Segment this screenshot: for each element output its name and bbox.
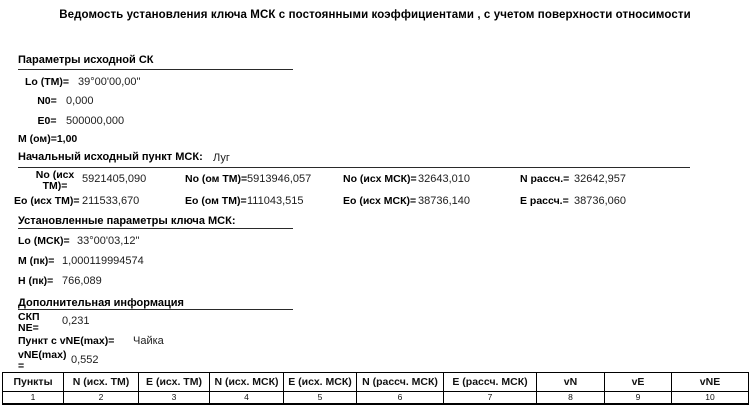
vne-max-point-label: Пункт с vNE(max)=	[18, 335, 115, 347]
vne-max-value: 0,552	[71, 354, 99, 366]
col-header-ve: vE	[605, 373, 672, 392]
row-e-value-4: 38736,060	[574, 195, 626, 207]
col-header-e-isx-msk: E (исх. МСК)	[284, 373, 357, 392]
param-label-lo-tm: Lo (ТМ)=	[24, 76, 70, 88]
param-label-n0: N0=	[37, 95, 57, 107]
row-e-value-2: 111043,515	[247, 195, 304, 207]
param-value-e0: 500000,000	[66, 115, 125, 127]
col-number: 4	[210, 392, 284, 404]
points-table-header-row	[3, 373, 749, 392]
section-initial-point-header: Начальный исходный пункт МСК:	[18, 151, 203, 163]
col-header-n-calc-msk: N (рассч. МСК)	[357, 373, 444, 392]
section-underline	[18, 309, 293, 310]
points-table	[2, 372, 749, 405]
col-number: 6	[357, 392, 444, 404]
col-header-n-isx-tm: N (исх. ТМ)	[64, 373, 139, 392]
param-value-lo-tm: 39°00'00,00"	[78, 76, 141, 88]
skp-ne-value: 0,231	[62, 315, 90, 327]
row-n-label-3: No (исх МСК)=	[343, 173, 417, 185]
section-underline	[18, 69, 293, 70]
row-e-value-1: 211533,670	[82, 195, 140, 207]
row-n-label-4: N рассч.=	[520, 173, 570, 185]
row-n-value-3: 32643,010	[418, 173, 470, 185]
row-n-label-2: No (ом ТМ)=	[185, 173, 248, 185]
row-e-value-3: 38736,140	[418, 195, 470, 207]
section-additional-info-header: Дополнительная информация	[18, 297, 184, 309]
row-e-label-1: Eo (исх ТМ)=	[14, 195, 80, 207]
col-header-e-isx-tm: E (исх. ТМ)	[139, 373, 210, 392]
param-label-h-pk: Н (пк)=	[18, 275, 54, 287]
page-title: Ведомость установления ключа МСК с постоянными коэффициентами , с учетом поверхности относимости	[59, 9, 691, 21]
param-value-h-pk: 766,089	[62, 275, 102, 287]
param-value-m-pk: 1,000119994574	[62, 255, 144, 267]
param-value-lo-msk: 33°00'03,12"	[77, 235, 140, 247]
col-header-e-calc-msk: E (рассч. МСК)	[444, 373, 537, 392]
row-n-label-1: No (исх ТМ)=	[35, 169, 75, 192]
row-n-value-1: 5921405,090	[82, 173, 147, 185]
col-number: 7	[444, 392, 537, 404]
param-m-om: М (ом)=1,00	[18, 133, 78, 145]
row-e-label-2: Eo (ом ТМ)=	[185, 195, 247, 207]
col-header-vne: vNE	[672, 373, 749, 392]
section-underline	[18, 228, 293, 229]
col-number: 2	[64, 392, 139, 404]
col-header-points: Пункты	[3, 373, 64, 392]
param-value-n0: 0,000	[66, 95, 94, 107]
col-number: 9	[605, 392, 672, 404]
param-label-lo-msk: Lo (МСК)=	[18, 235, 70, 247]
param-label-m-pk: М (пк)=	[18, 255, 55, 267]
row-e-label-3: Eo (исх МСК)=	[343, 195, 417, 207]
col-number: 5	[284, 392, 357, 404]
col-header-vn: vN	[537, 373, 605, 392]
col-number: 10	[672, 392, 749, 404]
col-number: 8	[537, 392, 605, 404]
row-e-label-4: E рассч.=	[520, 195, 569, 207]
col-number: 3	[139, 392, 210, 404]
row-n-value-2: 5913946,057	[247, 173, 312, 185]
section-underline	[18, 167, 690, 168]
col-number: 1	[3, 392, 64, 404]
col-header-n-isx-msk: N (исх. МСК)	[210, 373, 284, 392]
vne-max-point-value: Чайка	[133, 335, 164, 347]
row-n-value-4: 32642,957	[574, 173, 626, 185]
section-key-params-header: Установленные параметры ключа МСК:	[18, 215, 236, 227]
param-label-e0: E0=	[37, 115, 57, 127]
section-source-sk-header: Параметры исходной СК	[18, 54, 154, 66]
vne-max-label: vNE(max) =	[18, 349, 67, 372]
points-table-number-row	[3, 392, 749, 404]
skp-ne-label: СКП NE=	[18, 311, 40, 334]
initial-point-name: Луг	[213, 152, 230, 164]
